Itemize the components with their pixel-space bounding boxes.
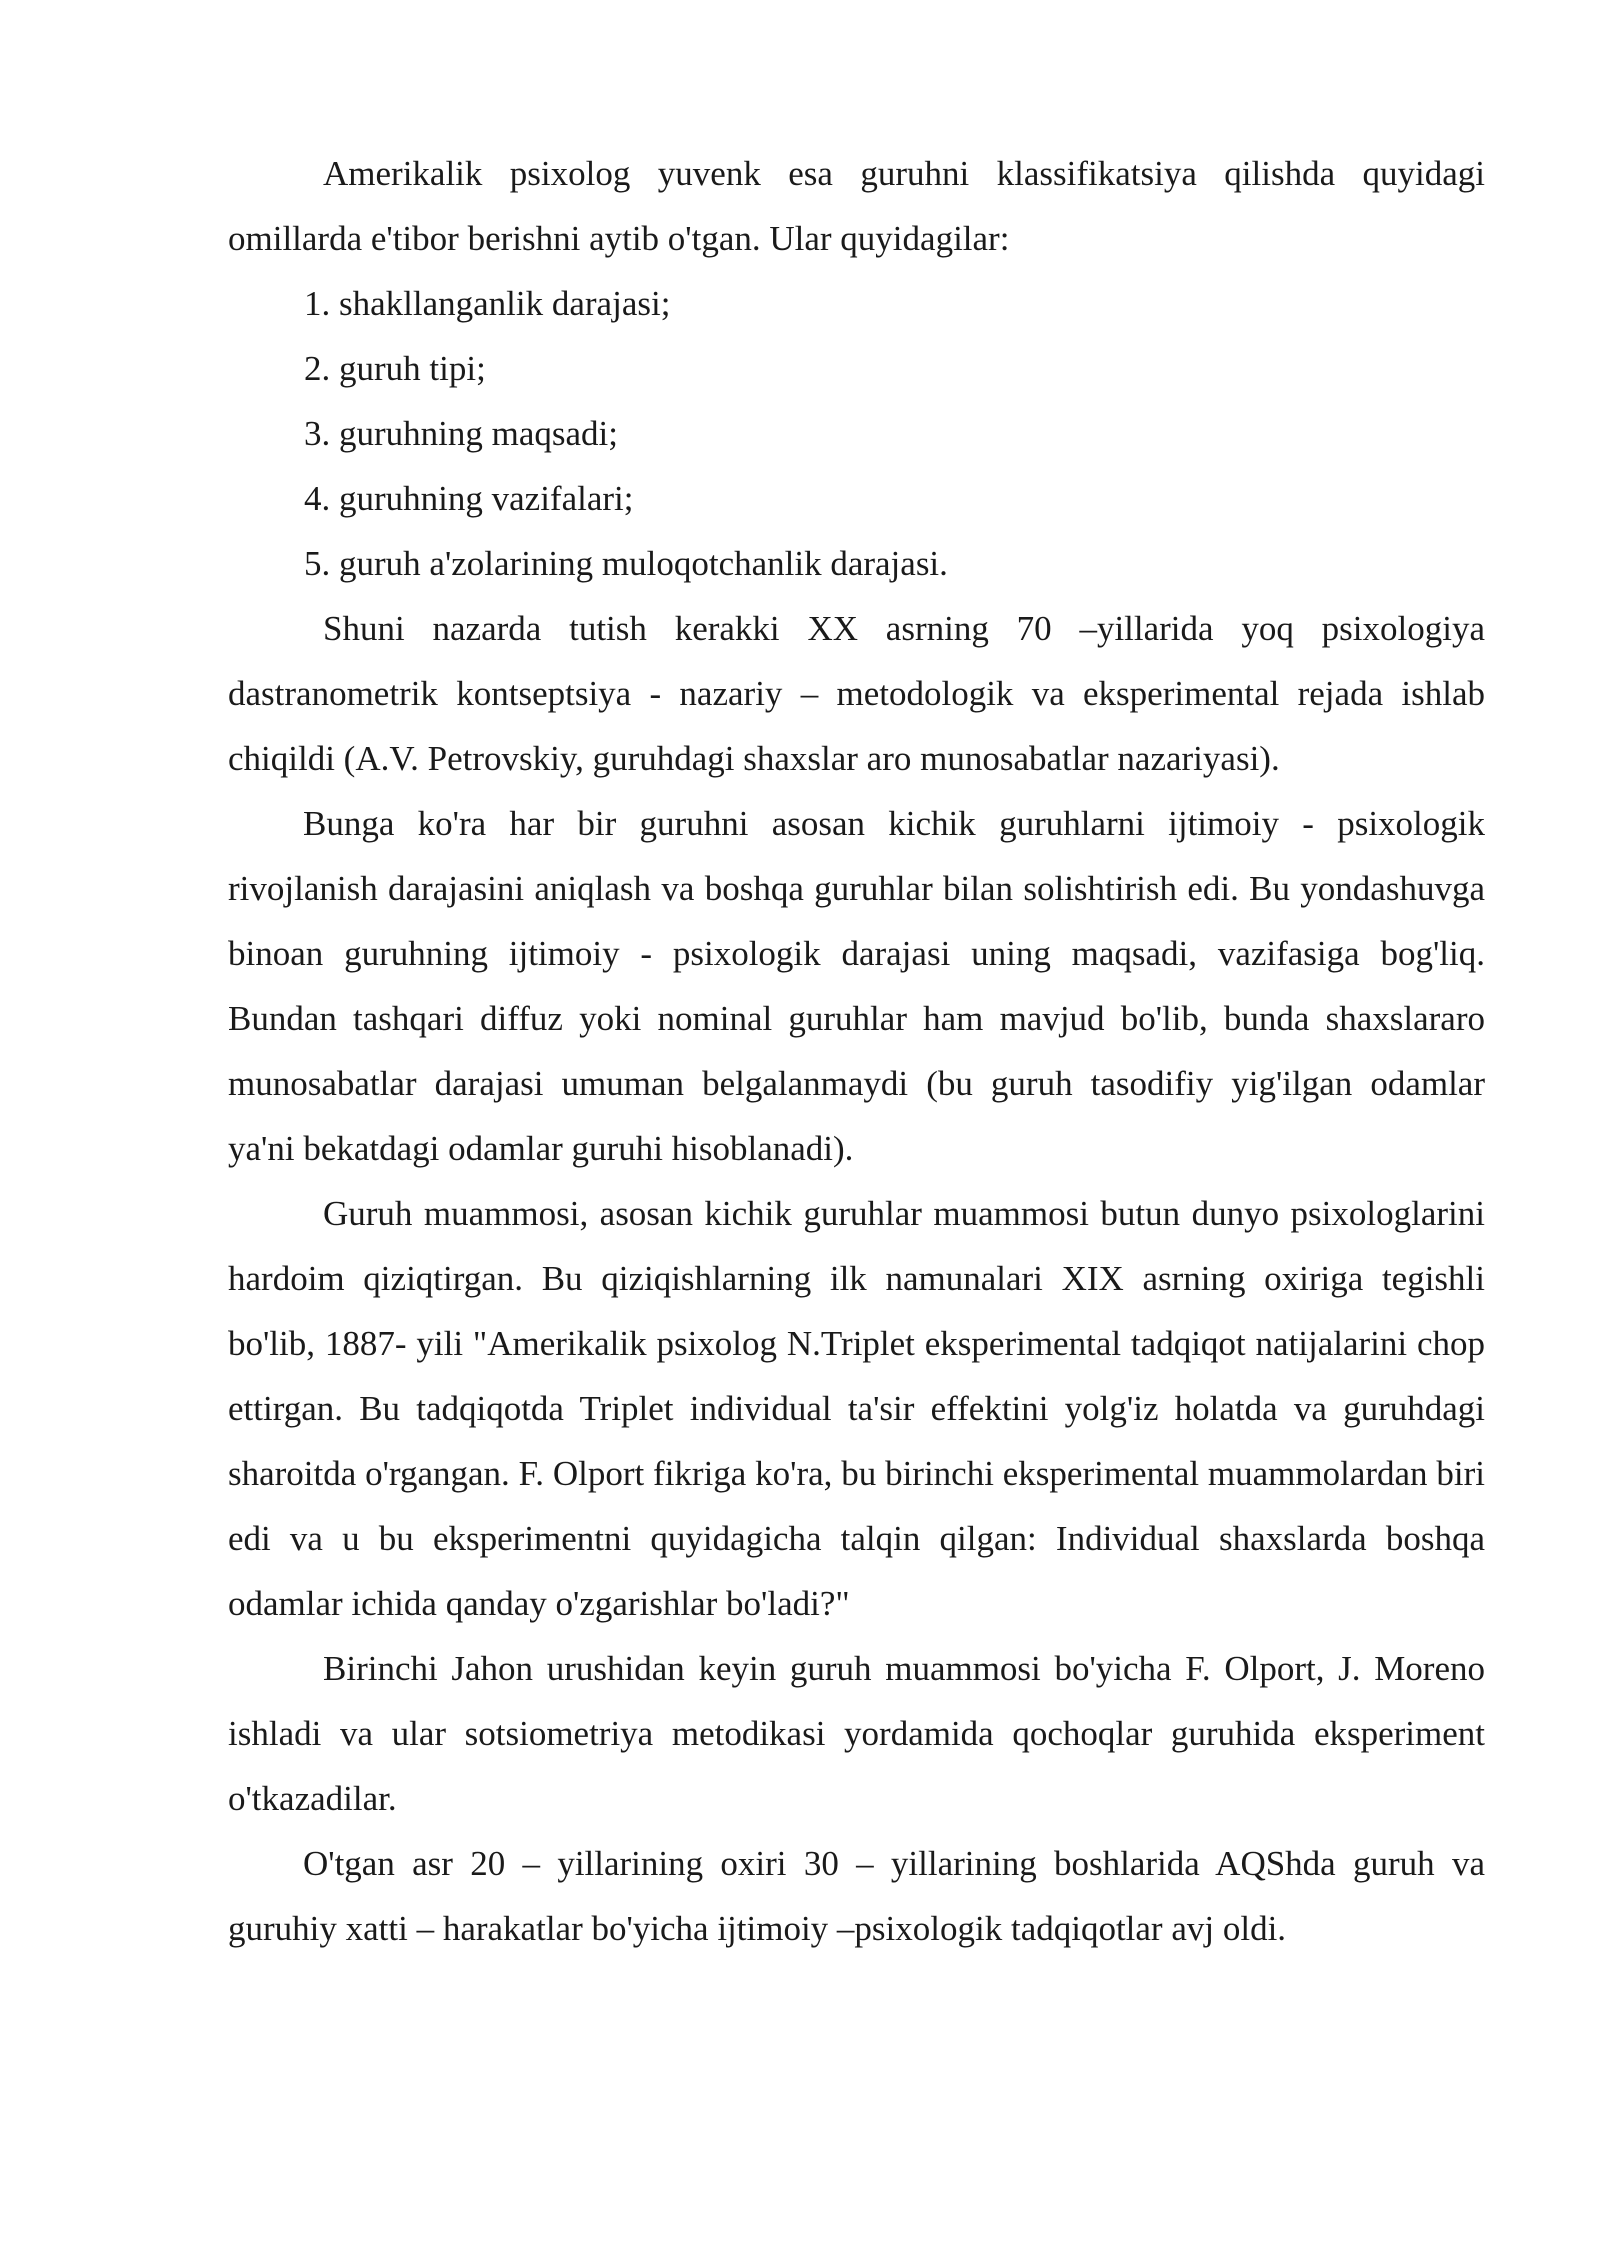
document-page — [228, 141, 1485, 1961]
list-item: 1. shakllanganlik darajasi; — [304, 284, 671, 323]
list-item: 4. guruhning vazifalari; — [304, 479, 634, 518]
body-paragraph: Guruh muammosi, asosan kichik guruhlar muammosi butun dunyo psixologlarini hardoim qiziqtirgan. Bu qiziqishlarning ilk namunalari XIX asrning oxiriga tegishli bo'lib, 1887- yili "Amerikalik psixolog N.Triplet eksperimental tadqiqot natijalarini chop ettirgan. Bu tadqiqotda Triplet individual ta'sir effektini yolg'iz holatda va guruhdagi sharoitda o'rgangan. F. Olport fikriga ko'ra, bu birinchi eksperimental muammolardan biri edi va u bu eksperimentni quyidagicha talqin qilgan: Individual shaxslarda boshqa odamlar ichida qanday o'zgarishlar bo'ladi?" — [228, 1194, 1485, 1623]
intro-paragraph: Amerikalik psixolog yuvenk esa guruhni klassifikatsiya qilishda quyidagi omillarda e'tibor berishni aytib o'tgan. Ular quyidagilar: — [228, 154, 1485, 258]
factor-list — [228, 271, 1485, 596]
body-paragraph: Shuni nazarda tutish kerakki XX asrning 70 –yillarida yoq psixologiya dastranometrik kontseptsiya - nazariy – metodologik va eksperimental rejada ishlab chiqildi (A.V. Petrovskiy, guruhdagi shaxslar aro munosabatlar nazariyasi). — [228, 609, 1485, 778]
list-item: 5. guruh a'zolarining muloqotchanlik darajasi. — [304, 544, 948, 583]
body-paragraph: O'tgan asr 20 – yillarining oxiri 30 – yillarining boshlarida AQShda guruh va guruhiy xatti – harakatlar bo'yicha ijtimoiy –psixologik tadqiqotlar avj oldi. — [228, 1844, 1485, 1948]
list-item: 2. guruh tipi; — [304, 349, 486, 388]
list-item: 3. guruhning maqsadi; — [304, 414, 618, 453]
body-paragraph: Birinchi Jahon urushidan keyin guruh muammosi bo'yicha F. Olport, J. Moreno ishladi va ular sotsiometriya metodikasi yordamida qochoqlar guruhida eksperiment o'tkazadilar. — [228, 1649, 1485, 1818]
body-paragraph: Bunga ko'ra har bir guruhni asosan kichik guruhlarni ijtimoiy - psixologik rivojlanish darajasini aniqlash va boshqa guruhlar bilan solishtirish edi. Bu yondashuvga binoan guruhning ijtimoiy - psixologik darajasi uning maqsadi, vazifasiga bog'liq. Bundan tashqari diffuz yoki nominal guruhlar ham mavjud bo'lib, bunda shaxslararo munosabatlar darajasi umuman belgalanmaydi (bu guruh tasodifiy yig'ilgan odamlar ya'ni bekatdagi odamlar guruhi hisoblanadi). — [228, 804, 1485, 1168]
